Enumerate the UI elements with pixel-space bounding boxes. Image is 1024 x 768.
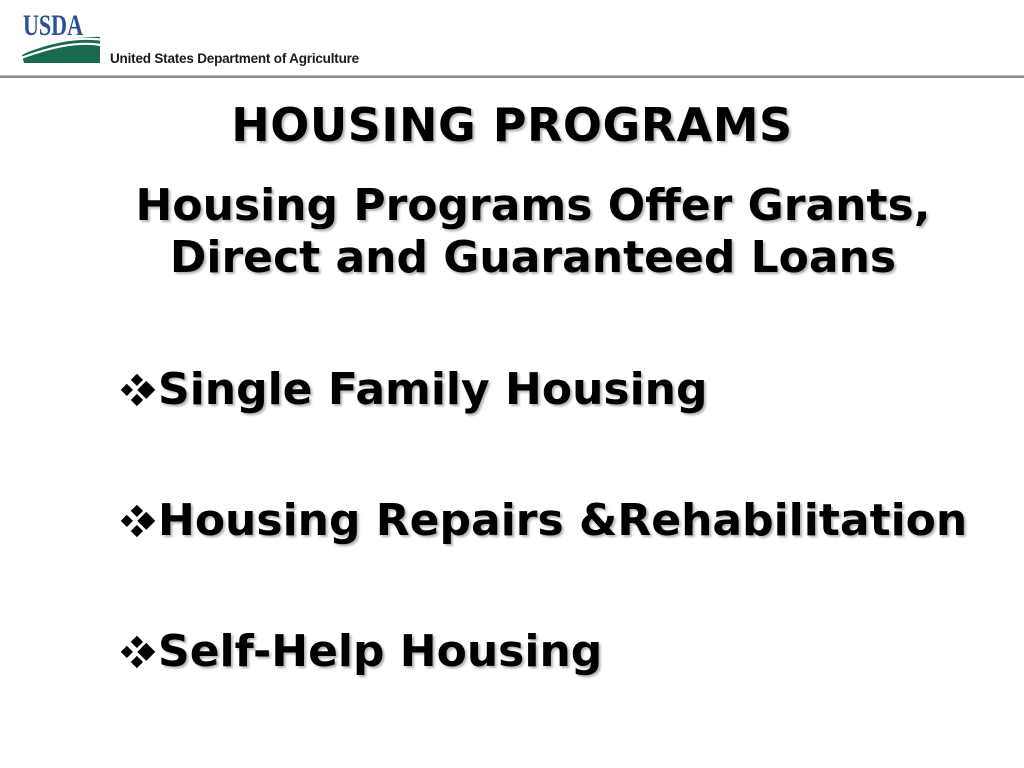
bullet-label: Housing Repairs &Rehabilitation [158, 495, 968, 546]
subtitle-line-1: Housing Programs Offer Grants, [135, 180, 931, 231]
bullet-item-self-help-housing [120, 626, 602, 677]
subtitle-line-2: Direct and Guaranteed Loans [169, 232, 897, 283]
four-diamond-bullet-icon [120, 504, 156, 540]
bullet-item-single-family-housing [120, 364, 707, 415]
four-diamond-bullet-icon [120, 635, 156, 671]
slide-title: HOUSING PROGRAMS [231, 98, 793, 152]
header-divider [0, 75, 1024, 78]
usda-header [0, 0, 1024, 78]
bullet-label: Single Family Housing [158, 364, 708, 415]
usda-logo [22, 6, 102, 66]
usda-logo-text: USDA [23, 9, 84, 42]
slide-subtitle [0, 180, 1024, 284]
department-name: United States Department of Agriculture [110, 51, 359, 66]
bullet-label: Self-Help Housing [158, 626, 603, 677]
four-diamond-bullet-icon [120, 373, 156, 409]
bullet-item-housing-repairs [120, 495, 967, 546]
